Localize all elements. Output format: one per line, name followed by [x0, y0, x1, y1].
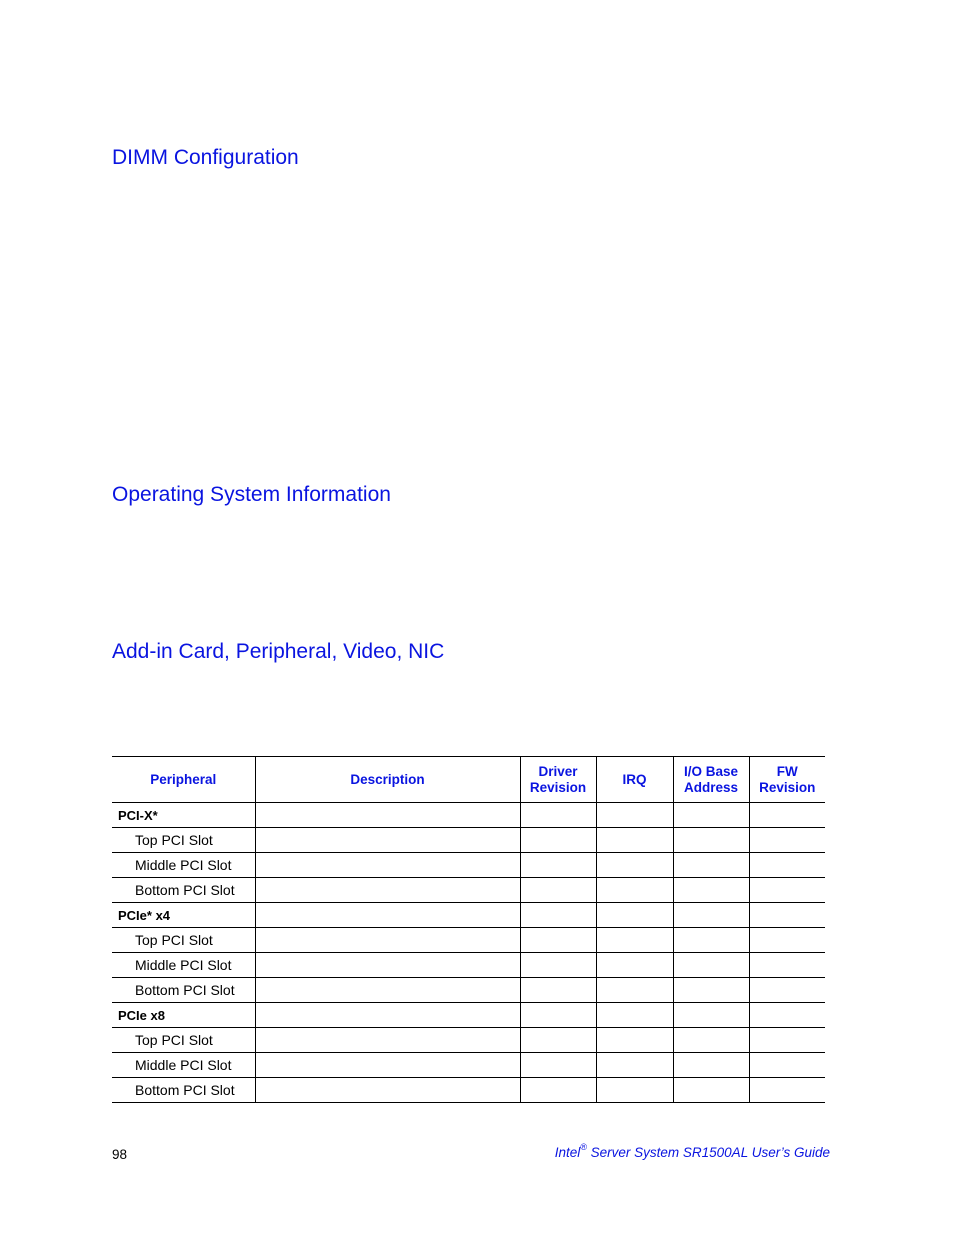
driver-revision-cell — [520, 903, 596, 928]
table-row — [112, 878, 825, 903]
description-cell — [255, 853, 520, 878]
fw-revision-line2: Revision — [759, 779, 816, 795]
driver-revision-cell — [520, 878, 596, 903]
table-row — [112, 953, 825, 978]
description-cell — [255, 978, 520, 1003]
fw-revision-cell — [749, 978, 825, 1003]
io-base-address-cell — [673, 853, 749, 878]
driver-revision-cell — [520, 928, 596, 953]
footer-brand: Intel — [554, 1145, 581, 1160]
heading-dimm-configuration: DIMM Configuration — [112, 146, 299, 169]
driver-revision-cell — [520, 803, 596, 828]
description-cell — [255, 1028, 520, 1053]
fw-revision-cell — [749, 1078, 825, 1103]
description-cell — [255, 803, 520, 828]
fw-revision-cell — [749, 903, 825, 928]
io-base-address-cell — [673, 878, 749, 903]
irq-cell — [596, 853, 673, 878]
table-row — [112, 853, 825, 878]
peripheral-slot-label: Middle PCI Slot — [112, 953, 255, 978]
fw-revision-cell — [749, 1003, 825, 1028]
fw-revision-cell — [749, 828, 825, 853]
io-base-address-cell — [673, 1053, 749, 1078]
peripheral-slot-label: Top PCI Slot — [112, 928, 255, 953]
irq-cell — [596, 803, 673, 828]
io-base-address-cell — [673, 953, 749, 978]
table-row — [112, 1028, 825, 1053]
io-base-address-cell — [673, 928, 749, 953]
table-row — [112, 1053, 825, 1078]
fw-revision-cell — [749, 928, 825, 953]
io-base-address-cell — [673, 828, 749, 853]
col-header-peripheral: Peripheral — [112, 757, 255, 803]
io-base-line1: I/O Base — [683, 763, 739, 779]
description-cell — [255, 1003, 520, 1028]
description-cell — [255, 928, 520, 953]
peripheral-slot-label: Middle PCI Slot — [112, 853, 255, 878]
col-header-driver-revision — [520, 757, 596, 803]
driver-revision-line1: Driver — [538, 763, 578, 779]
table-row — [112, 1078, 825, 1103]
fw-revision-line1: FW — [776, 763, 798, 779]
table-row — [112, 978, 825, 1003]
heading-add-in-card-peripheral: Add-in Card, Peripheral, Video, NIC — [112, 640, 445, 663]
table-group-row — [112, 903, 825, 928]
fw-revision-cell — [749, 878, 825, 903]
irq-cell — [596, 828, 673, 853]
driver-revision-cell — [520, 1053, 596, 1078]
heading-operating-system-information: Operating System Information — [112, 483, 391, 506]
peripheral-slot-label: Bottom PCI Slot — [112, 878, 255, 903]
registered-mark: ® — [580, 1142, 587, 1152]
page-number: 98 — [112, 1147, 128, 1162]
irq-cell — [596, 1003, 673, 1028]
driver-revision-cell — [520, 978, 596, 1003]
driver-revision-cell — [520, 1078, 596, 1103]
irq-cell — [596, 878, 673, 903]
table-group-row — [112, 803, 825, 828]
footer-title-text: Server System SR1500AL User’s Guide — [586, 1145, 830, 1160]
table-header-row — [112, 757, 825, 803]
irq-cell — [596, 928, 673, 953]
table-body — [112, 803, 825, 1103]
table-row — [112, 828, 825, 853]
col-header-io-base-address — [673, 757, 749, 803]
table-row — [112, 928, 825, 953]
driver-revision-line2: Revision — [529, 779, 587, 795]
peripheral-slot-label: Bottom PCI Slot — [112, 978, 255, 1003]
io-base-address-cell — [673, 1028, 749, 1053]
description-cell — [255, 1053, 520, 1078]
fw-revision-cell — [749, 803, 825, 828]
irq-cell — [596, 1053, 673, 1078]
fw-revision-cell — [749, 1053, 825, 1078]
description-cell — [255, 1078, 520, 1103]
peripheral-group-label: PCIe x8 — [112, 1003, 255, 1028]
irq-cell — [596, 903, 673, 928]
irq-cell — [596, 978, 673, 1003]
peripheral-slot-label: Top PCI Slot — [112, 1028, 255, 1053]
description-cell — [255, 878, 520, 903]
io-base-address-cell — [673, 803, 749, 828]
driver-revision-cell — [520, 828, 596, 853]
col-header-description: Description — [255, 757, 520, 803]
fw-revision-cell — [749, 953, 825, 978]
irq-cell — [596, 1078, 673, 1103]
irq-cell — [596, 953, 673, 978]
col-header-fw-revision — [749, 757, 825, 803]
driver-revision-cell — [520, 953, 596, 978]
table-group-row — [112, 1003, 825, 1028]
peripheral-table — [112, 756, 825, 1103]
peripheral-slot-label: Top PCI Slot — [112, 828, 255, 853]
peripheral-group-label: PCI-X* — [112, 803, 255, 828]
driver-revision-cell — [520, 853, 596, 878]
description-cell — [255, 828, 520, 853]
description-cell — [255, 903, 520, 928]
col-header-irq: IRQ — [596, 757, 673, 803]
footer-document-title — [554, 1142, 830, 1160]
io-base-address-cell — [673, 903, 749, 928]
description-cell — [255, 953, 520, 978]
fw-revision-cell — [749, 853, 825, 878]
io-base-line2: Address — [683, 779, 739, 795]
fw-revision-cell — [749, 1028, 825, 1053]
irq-cell — [596, 1028, 673, 1053]
driver-revision-cell — [520, 1003, 596, 1028]
peripheral-slot-label: Bottom PCI Slot — [112, 1078, 255, 1103]
io-base-address-cell — [673, 1003, 749, 1028]
driver-revision-cell — [520, 1028, 596, 1053]
io-base-address-cell — [673, 1078, 749, 1103]
peripheral-slot-label: Middle PCI Slot — [112, 1053, 255, 1078]
peripheral-group-label: PCIe* x4 — [112, 903, 255, 928]
io-base-address-cell — [673, 978, 749, 1003]
